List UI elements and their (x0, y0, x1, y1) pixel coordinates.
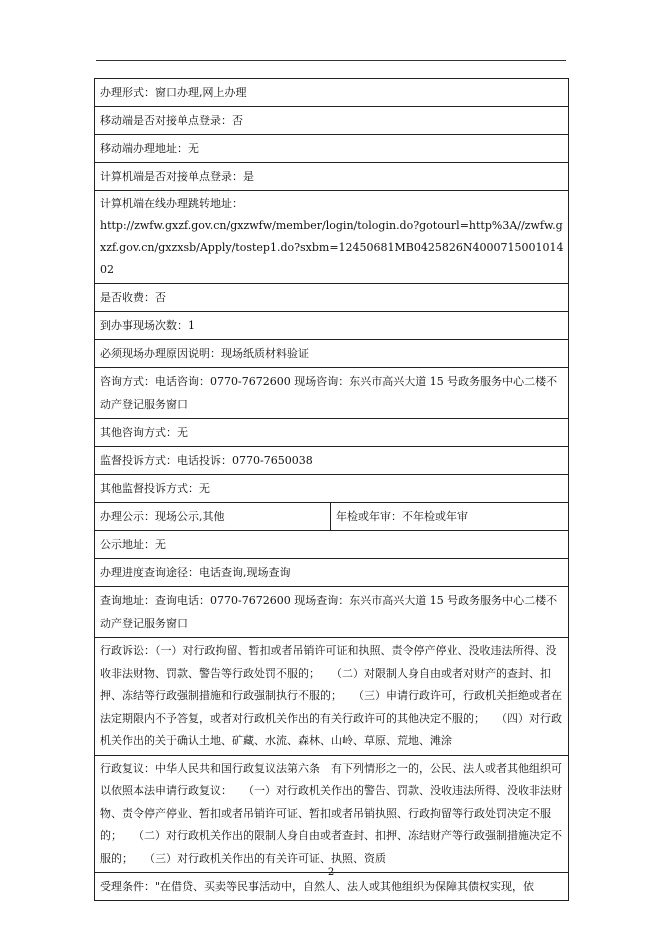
row-litigation: 行政诉讼：（一）对行政拘留、暂扣或者吊销许可证和执照、责令停产停业、没收违法所得、没收非法财物、罚款、警告等行政处罚不服的； （二）对限制人身自由或者对财产的查封、扣押、冻结等行政强制措施和行政强制执行不服的； （三）申请行政许可，行政机关拒绝或者在法定期限内不予答复，或者对行政机关作出的有关行政许可的其他决定不服的； （四）对行政机关作出的关于确认土地、矿藏、水流、森林、山岭、草原、荒地、滩涂 (95, 638, 569, 756)
header-rule (96, 60, 566, 61)
row-complaint: 监督投诉方式：电话投诉：0770-7650038 (95, 447, 569, 475)
row-progress-query: 办理进度查询途径：电话查询,现场查询 (95, 559, 569, 587)
page-number: 2 (327, 867, 335, 878)
row-pc-url (95, 191, 569, 284)
pc-url-link[interactable]: http://zwfw.gxzf.gov.cn/gxzwfw/member/login/tologin.do?gotourl=http%3A//zwfw.gxzf.gov.cn/gxzxsb/Apply/tostep1.do?sxbm=12450681MB0425826N400071500101402 (100, 219, 564, 276)
row-onsite-reason: 必须现场办理原因说明：现场纸质材料验证 (95, 340, 569, 368)
row-annual-check: 年检或年审：不年检或年审 (331, 503, 569, 531)
row-visits: 到办事现场次数：1 (95, 312, 569, 340)
row-fee: 是否收费：否 (95, 284, 569, 312)
row-query-address: 查询地址：查询电话：0770-7672600 现场查询：东兴市高兴大道 15 号政务服务中心二楼不动产登记服务窗口 (95, 587, 569, 638)
pc-url-label: 计算机端在线办理跳转地址： (100, 197, 243, 210)
row-consult: 咨询方式：电话咨询：0770-7672600 现场咨询：东兴市高兴大道 15 号政务服务中心二楼不动产登记服务窗口 (95, 368, 569, 419)
row-publicity-address: 公示地址：无 (95, 531, 569, 559)
row-reconsideration: 行政复议：中华人民共和国行政复议法第六条 有下列情形之一的，公民、法人或者其他组织可以依照本法申请行政复议： （一）对行政机关作出的警告、罚款、没收违法所得、没收非法财物、责令停产停业、暂扣或者吊销许可证、暂扣或者吊销执照、行政拘留等行政处罚决定不服的； （二）对行政机关作出的限制人身自由或者查封、扣押、冻结财产等行政强制措施决定不服的； （三）对行政机关作出的有关许可证、执照、资质 (95, 755, 569, 873)
row-pc-sso: 计算机端是否对接单点登录：是 (95, 163, 569, 191)
row-mobile-address: 移动端办理地址：无 (95, 135, 569, 163)
row-mode: 办理形式：窗口办理,网上办理 (95, 79, 569, 107)
row-other-consult: 其他咨询方式：无 (95, 419, 569, 447)
row-mobile-sso: 移动端是否对接单点登录：否 (95, 107, 569, 135)
service-info-table (94, 78, 569, 901)
row-acceptance: 受理条件："在借贷、买卖等民事活动中，自然人、法人或其他组织为保障其债权实现，依 (95, 873, 569, 901)
row-publicity: 办理公示：现场公示,其他 (95, 503, 331, 531)
row-other-complaint: 其他监督投诉方式：无 (95, 475, 569, 503)
